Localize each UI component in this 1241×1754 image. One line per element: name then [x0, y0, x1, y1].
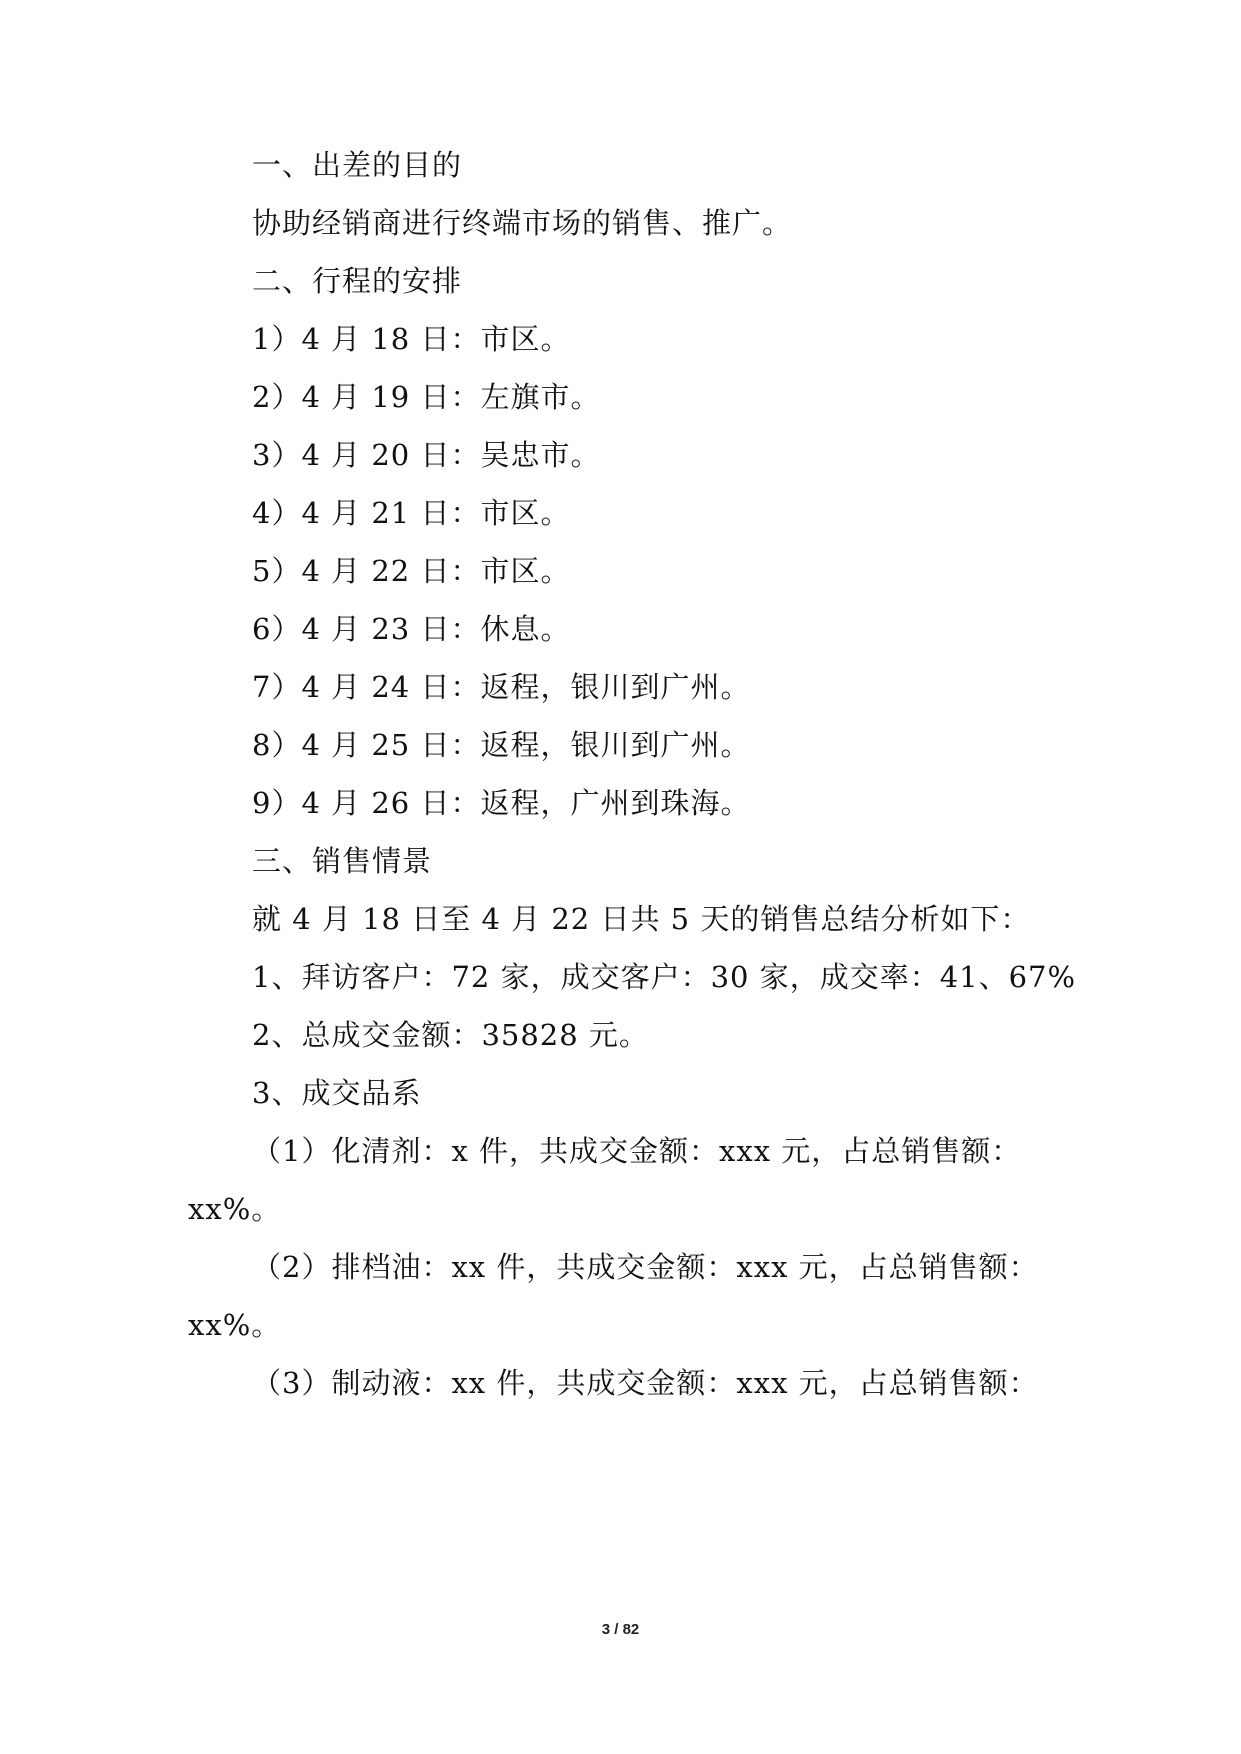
itinerary-item: 6）4 月 23 日：休息。: [252, 612, 571, 646]
itinerary-item: 3）4 月 20 日：吴忠市。: [252, 438, 601, 472]
product-item: （1）化清剂：x 件，共成交金额：xxx 元，占总销售额：: [252, 1134, 1022, 1168]
purpose-text: 协助经销商进行终端市场的销售、推广。: [252, 206, 793, 240]
page-number: 3 / 82: [601, 1621, 640, 1638]
itinerary-item: 4）4 月 21 日：市区。: [252, 496, 571, 530]
product-item: （2）排档油：xx 件，共成交金额：xxx 元，占总销售额：: [252, 1250, 1039, 1284]
product-item-continuation: xx%。: [188, 1192, 282, 1226]
stat-item: 3、成交品系: [252, 1076, 422, 1110]
itinerary-item: 8）4 月 25 日：返程，银川到广州。: [252, 728, 751, 762]
stat-item: 2、总成交金额：35828 元。: [252, 1018, 649, 1052]
section-heading-itinerary: 二、行程的安排: [252, 264, 463, 298]
itinerary-item: 2）4 月 19 日：左旗市。: [252, 380, 601, 414]
product-item: （3）制动液：xx 件，共成交金额：xxx 元，占总销售额：: [252, 1366, 1039, 1400]
section-heading-sales: 三、销售情景: [252, 844, 433, 878]
itinerary-item: 5）4 月 22 日：市区。: [252, 554, 571, 588]
product-item-continuation: xx%。: [188, 1308, 282, 1342]
itinerary-item: 1）4 月 18 日：市区。: [252, 322, 571, 356]
summary-intro: 就 4 月 18 日至 4 月 22 日共 5 天的销售总结分析如下：: [252, 902, 1031, 936]
section-heading-purpose: 一、出差的目的: [252, 148, 463, 182]
itinerary-item: 7）4 月 24 日：返程，银川到广州。: [252, 670, 751, 704]
itinerary-item: 9）4 月 26 日：返程，广州到珠海。: [252, 786, 751, 820]
stat-item: 1、拜访客户：72 家，成交客户：30 家，成交率：41、67%: [252, 960, 1077, 994]
